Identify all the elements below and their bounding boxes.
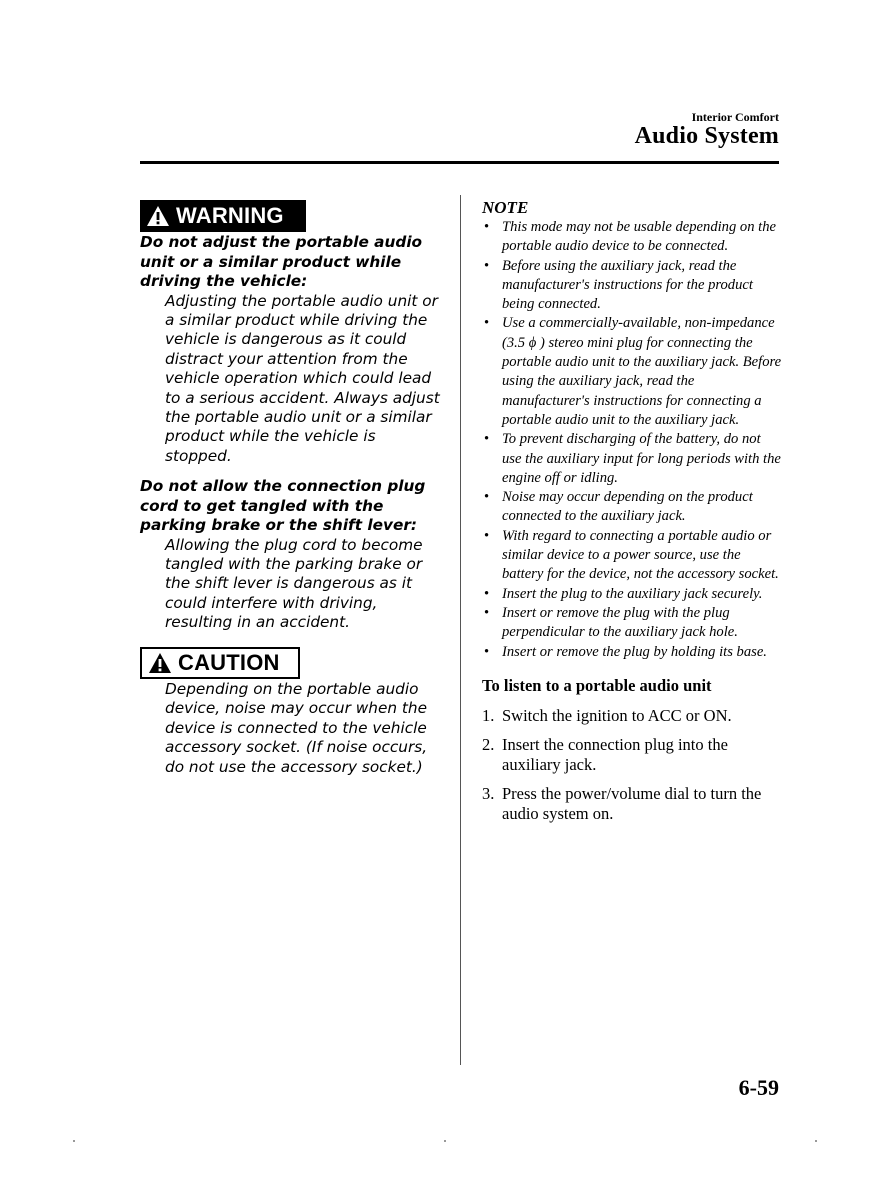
note-item <box>482 314 782 430</box>
print-mark <box>73 1140 75 1142</box>
note-text: Use a commercially-available, non-impedance (3.5 ϕ ) stereo mini plug for connecting the portable audio unit to the auxiliary jack. Before using the auxiliary jack, read the manufacturer's instructions for connecting a portable audio unit to the auxiliary jack. <box>502 315 782 428</box>
bullet-icon: • <box>484 431 490 448</box>
listen-heading: To listen to a portable audio unit <box>482 675 712 695</box>
step-number: 3. <box>482 784 495 804</box>
note-text: Noise may occur depending on the product connected to the auxiliary jack. <box>502 489 753 525</box>
note-text: Insert the plug to the auxiliary jack securely. <box>502 585 763 602</box>
bullet-icon: • <box>484 527 490 544</box>
step-number: 1. <box>482 705 495 725</box>
step-item <box>482 706 782 726</box>
note-item <box>482 430 782 488</box>
bullet-icon: • <box>484 315 490 332</box>
note-item <box>482 604 782 643</box>
step-text: Insert the connection plug into the auxiliary jack. <box>502 735 728 774</box>
bullet-icon: • <box>484 604 490 621</box>
note-text: With regard to connecting a portable audio or similar device to a power source, use the battery for the device, not the accessory socket. <box>502 527 779 583</box>
caution-triangle-icon <box>148 652 172 674</box>
warning-heading: Do not allow the connection plug cord to get tangled with the parking brake or the shift lever: <box>140 477 426 535</box>
bullet-icon: • <box>484 219 490 235</box>
step-item <box>482 735 782 774</box>
note-item <box>482 585 782 604</box>
step-number: 2. <box>482 735 495 755</box>
note-item <box>482 488 782 527</box>
note-text: Insert or remove the plug by holding its base. <box>502 643 767 660</box>
caution-label: CAUTION <box>178 649 280 675</box>
warning-body: Adjusting the portable audio unit or a similar product while driving the vehicle is dangerous as it could distract your attention from the vehicle operation which could lead to a serious accident. Always adjust the portable audio unit or a similar product while the vehicle is stopped. <box>165 291 440 465</box>
left-column <box>140 200 445 777</box>
warning-item <box>140 477 445 632</box>
print-mark <box>815 1140 817 1142</box>
bullet-icon: • <box>484 643 490 660</box>
caution-body: Depending on the portable audio device, noise may occur when the device is connected to the vehicle accessory socket. (If noise occurs, do not use the accessory socket.) <box>165 679 428 776</box>
bullet-icon: • <box>484 257 490 274</box>
warning-label: WARNING <box>176 203 284 229</box>
step-item <box>482 784 782 823</box>
note-text: This mode may not be usable depending on the portable audio device to be connected. <box>502 219 776 255</box>
warning-triangle-icon <box>146 205 170 227</box>
bullet-icon: • <box>484 489 490 506</box>
warning-item <box>140 233 445 466</box>
note-text: Insert or remove the plug with the plug perpendicular to the auxiliary jack hole. <box>502 604 738 641</box>
note-text: To prevent discharging of the battery, do not use the auxiliary input for long periods with the engine off or idling. <box>502 431 781 486</box>
note-item <box>482 218 782 257</box>
column-divider <box>460 195 461 1065</box>
note-text: Before using the auxiliary jack, read the manufacturer's instructions for the product being connected. <box>502 257 753 313</box>
section-label: Interior Comfort <box>691 110 779 124</box>
warning-badge <box>140 200 306 232</box>
note-item <box>482 257 782 315</box>
warning-body: Allowing the plug cord to become tangled with the parking brake or the shift lever is dangerous as it could interfere with driving, resulting in an accident. <box>165 535 423 632</box>
warning-heading: Do not adjust the portable audio unit or a similar product while driving the vehicle: <box>140 233 423 291</box>
step-text: Switch the ignition to ACC or ON. <box>502 705 732 725</box>
bullet-icon: • <box>484 585 490 602</box>
page-number: 6-59 <box>738 1075 779 1100</box>
right-column <box>482 197 782 823</box>
header-divider <box>140 161 779 164</box>
note-item <box>482 643 782 662</box>
note-list <box>482 218 782 662</box>
print-mark <box>444 1140 446 1142</box>
page-title: Audio System <box>634 123 779 149</box>
steps-list <box>482 706 782 824</box>
note-item <box>482 527 782 585</box>
caution-badge <box>140 647 300 679</box>
step-text: Press the power/volume dial to turn the audio system on. <box>502 784 762 823</box>
note-title: NOTE <box>482 198 529 217</box>
